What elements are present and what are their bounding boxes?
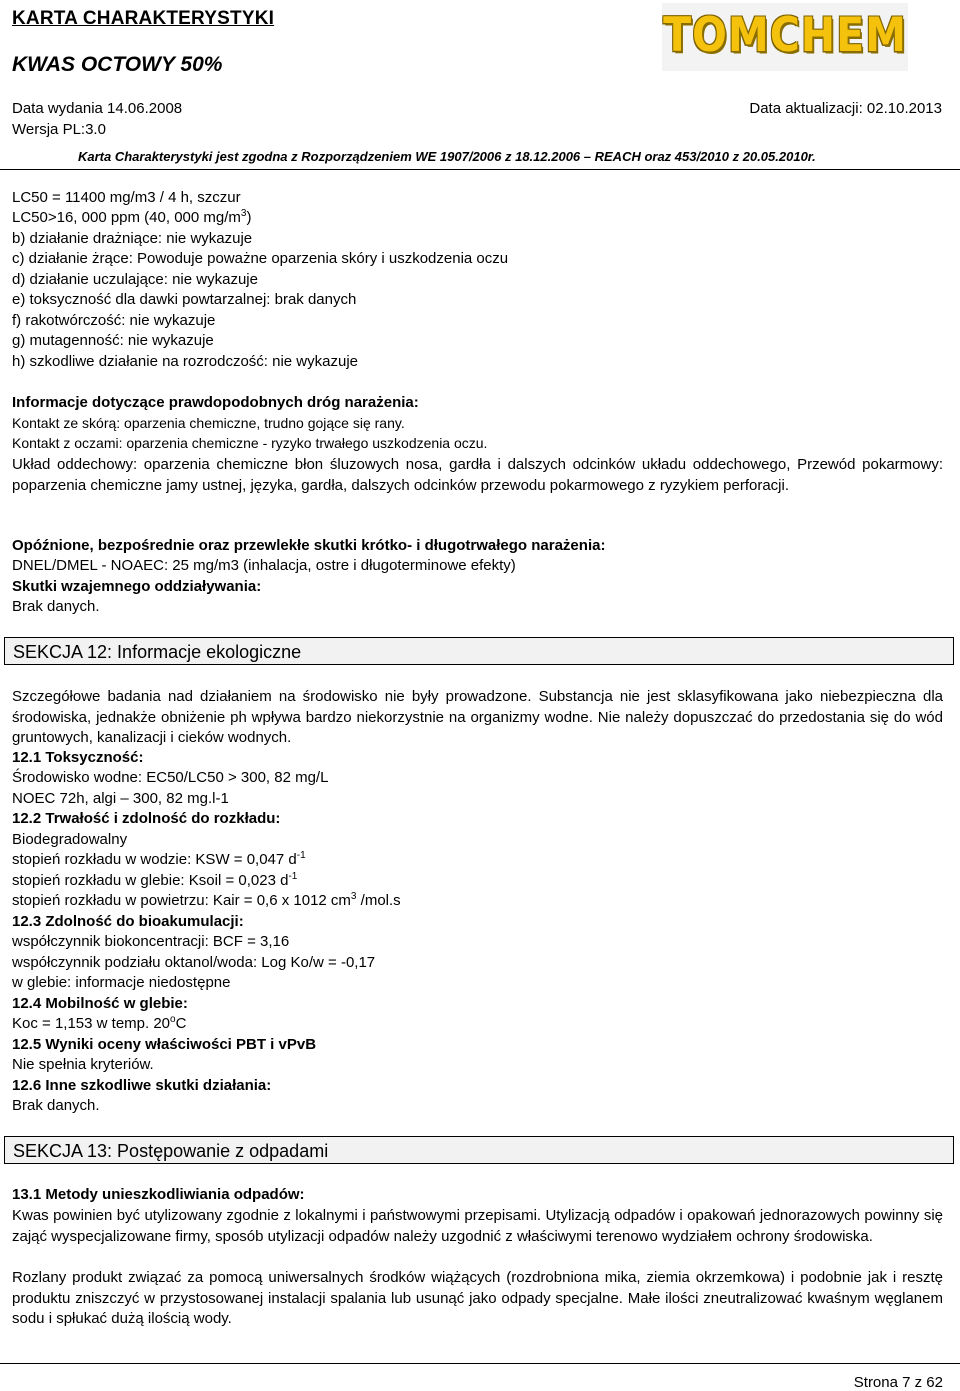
dnel-value: DNEL/DMEL - NOAEC: 25 mg/m3 (inhalacja, ostre i długoterminowe efekty) bbox=[12, 557, 516, 574]
tox-line: c) działanie żrące: Powoduje poważne oparzenia skóry i uszkodzenia oczu bbox=[12, 250, 509, 267]
tox-line: g) mutagenność: nie wykazuje bbox=[12, 332, 214, 349]
exposure-skin: Kontakt ze skórą: oparzenia chemiczne, trudno gojące się rany. bbox=[12, 415, 405, 431]
subsection-heading: 12.1 Toksyczność: bbox=[12, 749, 144, 766]
exposure-respiratory: Układ oddechowy: oparzenia chemiczne błon śluzowych nosa, gardła i dalszych odcinków układu oddechowego, Przewód pokarmowy: poparzenia chemiczne jamy ustnej, języka, gardła, dalszych odcinków przewodu pokarmowego z ryzykiem perforacji. bbox=[12, 456, 943, 494]
footer-divider bbox=[0, 1363, 960, 1364]
mobility-line: Koc = 1,153 w temp. 20$^o$C bbox=[12, 1014, 187, 1032]
version: Wersja PL:3.0 bbox=[12, 121, 106, 138]
degradation-line: stopień rozkładu w glebie: Ksoil = 0,023 $d^{-1}$ bbox=[12, 871, 298, 889]
section-13-paragraph: Kwas powinien być utylizowany zgodnie z lokalnymi i państwowymi przepisami. Utylizacją odpadów i opakowań jednorazowych powinny się zająć wyspecjalizowane firmy, sposób utylizacji odpadów należy uzgodnić z właściwymi terenowo wydziałem ochrony środowiska. bbox=[12, 1207, 943, 1245]
update-date: Data aktualizacji: 02.10.2013 bbox=[749, 100, 942, 117]
section-13-paragraph: Rozlany produkt związać za pomocą uniwersalnych środków wiążących (rozdrobniona mika, ziemia okrzemkowa) i podobnie jak i resztę produktu zniszczyć w przystosowanej instalacji spalania lub usunąć jako odpady specjalne. Małe ilości zneutralizować kwaśnym węglanem sodu i spłukać dużą ilością wody. bbox=[12, 1269, 943, 1327]
other-effects-line: Brak danych. bbox=[12, 1097, 100, 1114]
degradation-line: Biodegradowalny bbox=[12, 831, 128, 848]
toxicity-line: Środowisko wodne: EC50/LC50 > 300, 82 mg/L bbox=[12, 769, 329, 786]
delayed-heading: Opóźnione, bezpośrednie oraz przewlekłe skutki krótko- i długotrwałego narażenia: bbox=[12, 537, 606, 554]
subsection-heading: 12.6 Inne szkodliwe skutki działania: bbox=[12, 1077, 272, 1094]
section-12-title: SEKCJA 12: Informacje ekologiczne bbox=[4, 637, 954, 665]
compliance-note: Karta Charakterystyki jest zgodna z Rozporządzeniem WE 1907/2006 z 18.12.2006 – REACH oraz 453/2010 z 20.05.2010r. bbox=[78, 149, 816, 164]
subsection-heading: 12.5 Wyniki oceny właściwości PBT i vPvB bbox=[12, 1036, 317, 1053]
header-divider bbox=[0, 169, 960, 170]
interaction-heading: Skutki wzajemnego oddziaływania: bbox=[12, 578, 262, 595]
issue-date: Data wydania 14.06.2008 bbox=[12, 100, 183, 117]
tox-line: LC50>16, 000 ppm (40, 000 $mg/m^3$) bbox=[12, 208, 252, 226]
company-logo bbox=[662, 3, 908, 71]
mobility-line: w glebie: informacje niedostępne bbox=[12, 974, 231, 991]
subsection-heading: 12.4 Mobilność w glebie: bbox=[12, 995, 188, 1012]
exposure-heading: Informacje dotyczące prawdopodobnych dróg narażenia: bbox=[12, 394, 419, 411]
page-number: Strona 7 z 62 bbox=[853, 1374, 943, 1391]
logo-text: TOMCHEM bbox=[663, 7, 907, 63]
tox-line: LC50 = 11400 mg/m3 / 4 h, szczur bbox=[12, 189, 241, 206]
bioaccumulation-line: współczynnik podziału oktanol/woda: Log Ko/w = -0,17 bbox=[12, 954, 376, 971]
interaction-value: Brak danych. bbox=[12, 598, 100, 615]
tox-line: h) szkodliwe działanie na rozrodczość: nie wykazuje bbox=[12, 353, 358, 370]
tox-line: b) działanie drażniące: nie wykazuje bbox=[12, 230, 253, 247]
section-12-intro: Szczegółowe badania nad działaniem na środowisko nie były prowadzone. Substancja nie jest sklasyfikowana jako niebezpieczna dla środowiska, jednakże obniżenie ph wpływa bardzo niekorzystnie na organizmy wodne. Nie należy dopuszczać do przedostania się do wód gruntowych, kanalizacji i cieków wodnych. bbox=[12, 688, 943, 746]
toxicity-line: NOEC 72h, algi – 300, 82 mg.l-1 bbox=[12, 790, 229, 807]
product-name: KWAS OCTOWY 50% bbox=[12, 53, 223, 76]
bioaccumulation-line: współczynnik biokoncentracji: BCF = 3,16 bbox=[12, 933, 290, 950]
degradation-line: stopień rozkładu w wodzie: KSW = 0,047 $d^{-1}$ bbox=[12, 850, 306, 868]
pbt-line: Nie spełnia kryteriów. bbox=[12, 1056, 154, 1073]
exposure-eyes: Kontakt z oczami: oparzenia chemiczne - ryzyko trwałego uszkodzenia oczu. bbox=[12, 435, 488, 451]
subsection-heading: 13.1 Metody unieszkodliwiania odpadów: bbox=[12, 1186, 305, 1203]
tox-line: d) działanie uczulające: nie wykazuje bbox=[12, 271, 258, 288]
degradation-line: stopień rozkładu w powietrzu: Kair = 0,6 x 1012 $cm^3$ /mol.s bbox=[12, 891, 401, 909]
subsection-heading: 12.3 Zdolność do bioakumulacji: bbox=[12, 913, 244, 930]
tox-line: e) toksyczność dla dawki powtarzalnej: brak danych bbox=[12, 291, 357, 308]
subsection-heading: 12.2 Trwałość i zdolność do rozkładu: bbox=[12, 810, 281, 827]
document-title: KARTA CHARAKTERYSTYKI bbox=[12, 8, 275, 29]
section-13-title: SEKCJA 13: Postępowanie z odpadami bbox=[4, 1136, 954, 1164]
tox-line: f) rakotwórczość: nie wykazuje bbox=[12, 312, 216, 329]
